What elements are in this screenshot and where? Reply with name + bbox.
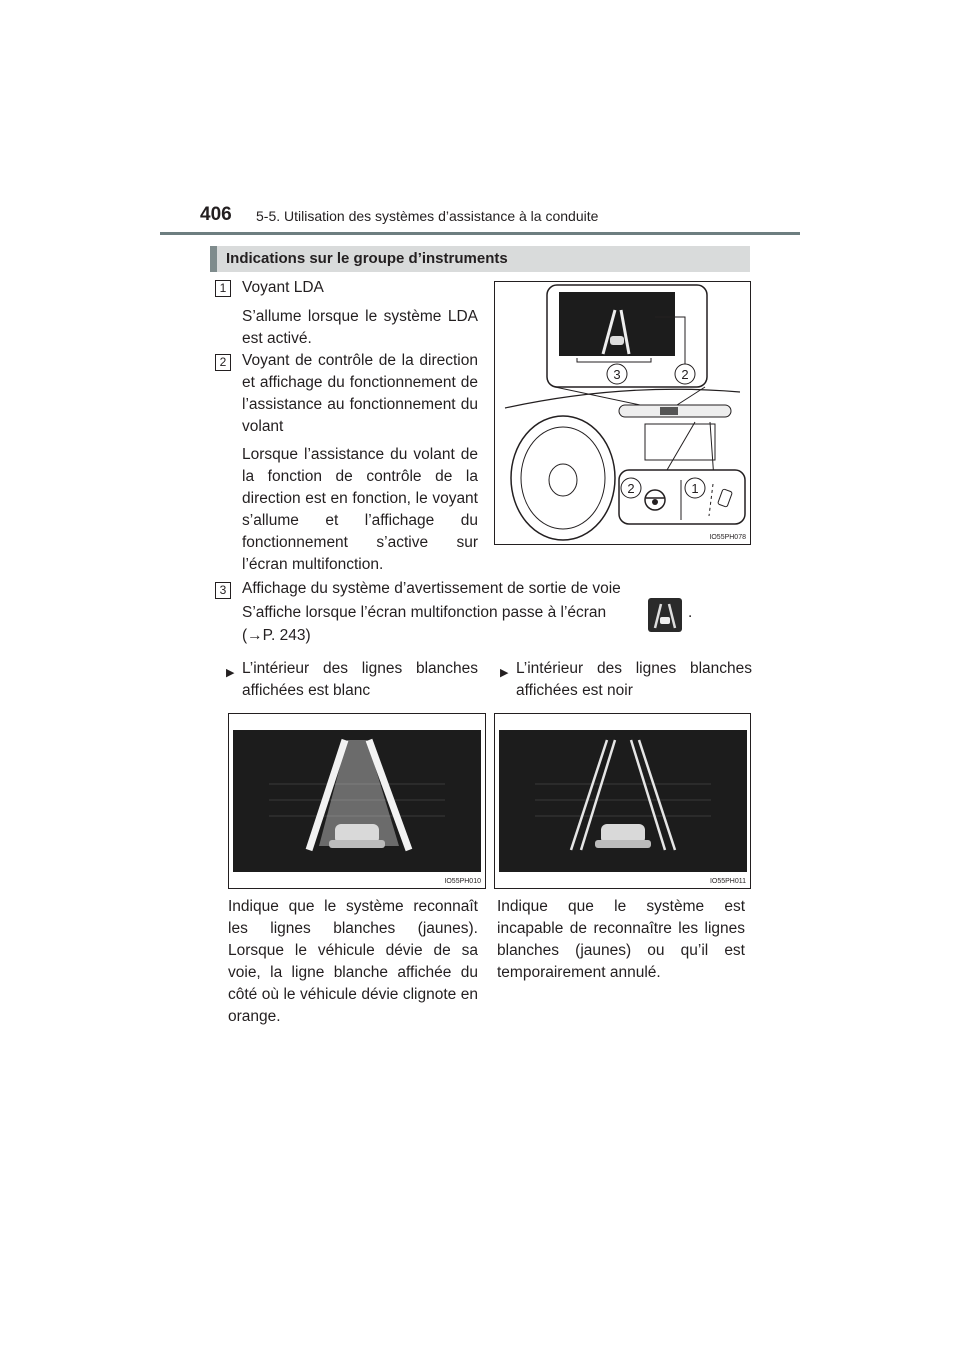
item-3-reference: (→P. 243): [242, 627, 311, 644]
figure-code-right: IO55PH011: [709, 878, 746, 885]
chapter-title: 5-5. Utilisation des systèmes d’assistance à la conduite: [256, 208, 599, 224]
caption-right: Indique que le système est incapable de reconnaître les lignes blanches (jaunes) ou qu’il est temporairement annulé.: [497, 898, 745, 981]
callout-1: 1: [691, 481, 699, 496]
comparison-heading-left: [226, 658, 478, 702]
instrument-cluster-illustration: [495, 282, 750, 544]
figure-code-left: IO55PH010: [444, 878, 481, 885]
section-heading-bar: [210, 246, 217, 272]
arrow-right-icon: →: [247, 627, 263, 644]
figure-lines-black: [494, 713, 751, 889]
comparison-heading-right: [500, 658, 752, 702]
lane-display-white: [229, 714, 485, 888]
item-3-desc: S’affiche lorsque l’écran multifonction passe à l’écran: [242, 604, 607, 621]
callout-2: 2: [681, 367, 689, 382]
item-number-1: 1: [215, 280, 231, 297]
figure-lines-white: [228, 713, 486, 889]
item-1-title: Voyant LDA: [242, 279, 324, 296]
item-1-desc: S’allume lorsque le système LDA est activé.: [242, 308, 478, 347]
item-number-3: 3: [215, 582, 231, 599]
lda-screen-icon: [648, 598, 682, 632]
item-2-title: Voyant de contrôle de la direction et affichage du fonctionnement de l’assistance au fonctionnement du volant: [242, 352, 478, 435]
bullet-triangle-icon: ▶: [226, 667, 235, 679]
instrument-cluster-figure: [494, 281, 751, 545]
page-number: 406: [200, 204, 232, 225]
page-reference[interactable]: P. 243: [262, 627, 306, 644]
lane-display-black: [495, 714, 750, 888]
bullet-triangle-icon: ▶: [500, 667, 509, 679]
section-heading: [210, 246, 750, 272]
callout-2-lower: 2: [627, 481, 635, 496]
item-number-2: 2: [215, 354, 231, 371]
callout-3: 3: [613, 367, 621, 382]
header-rule: [160, 232, 800, 235]
comparison-heading-right-text: L’intérieur des lignes blanches affichées est noir: [516, 660, 752, 699]
figure-code: IO55PH078: [709, 534, 746, 541]
item-3-desc-end: .: [688, 604, 693, 621]
item-3-title: Affichage du système d’avertissement de sortie de voie: [242, 580, 621, 597]
caption-left: Indique que le système reconnaît les lignes blanches (jaunes). Lorsque le véhicule dévie de sa voie, la ligne blanche affichée du côté où le véhicule dévie clignote en orange.: [228, 898, 478, 1025]
comparison-heading-left-text: L’intérieur des lignes blanches affichées est blanc: [242, 660, 478, 699]
section-title: Indications sur le groupe d’instruments: [226, 250, 508, 267]
item-2-desc: Lorsque l’assistance du volant de la fonction de contrôle de la direction est en fonction, le voyant s’allume et l’affichage du fonctionnement s’active sur l’écran multifonction.: [242, 446, 478, 573]
